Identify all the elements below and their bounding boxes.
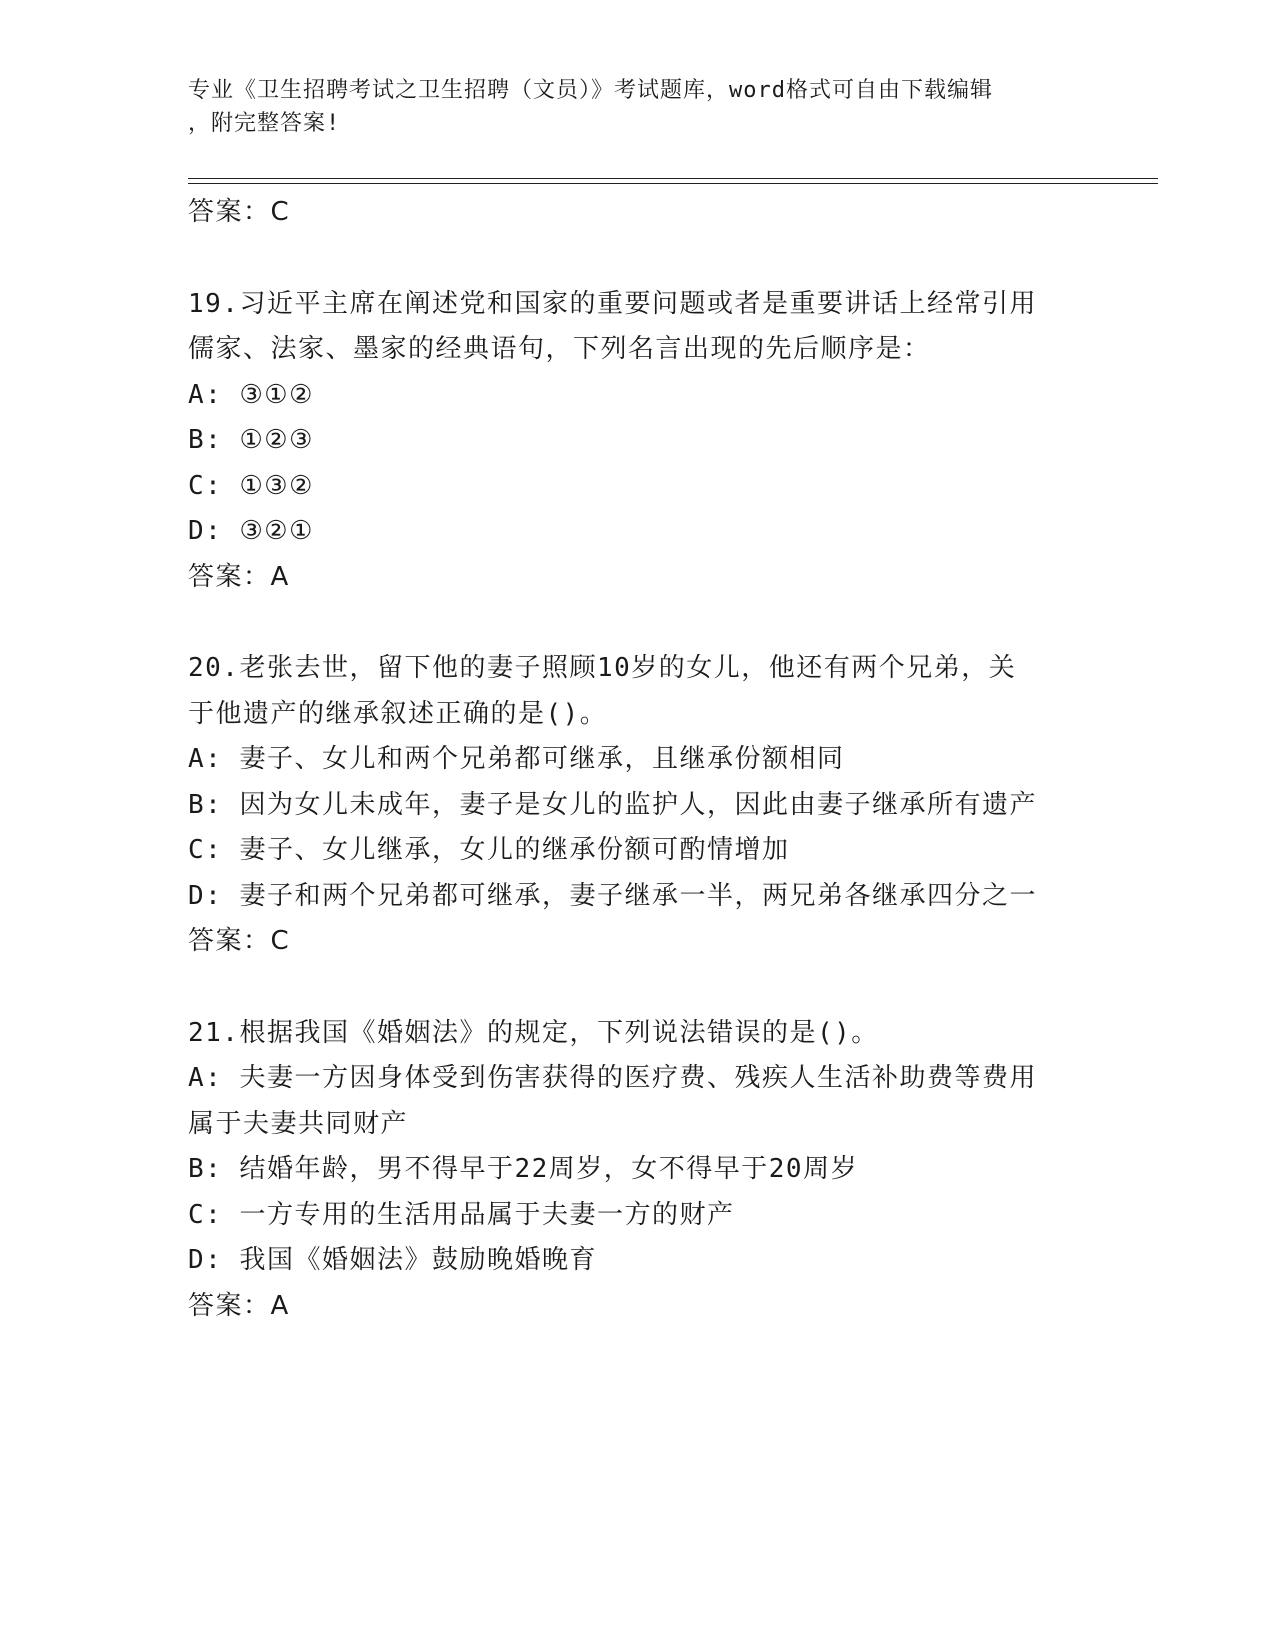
header-rule-top xyxy=(188,178,1158,179)
option-b: B: ①②③ xyxy=(188,425,314,455)
option-c: C: 妻子、女儿继承，女儿的继承份额可酌情增加 xyxy=(188,835,790,865)
header-line-1: 专业《卫生招聘考试之卫生招聘（文员）》考试题库，word格式可自由下载编辑 xyxy=(188,78,993,103)
option-b: B: 结婚年龄，男不得早于22周岁，女不得早于20周岁 xyxy=(188,1154,859,1184)
option-a: A: ③①② xyxy=(188,379,314,410)
option-d: D: 妻子和两个兄弟都可继承，妻子继承一半，两兄弟各继承四分之一 xyxy=(188,880,1037,911)
option-d: D: 我国《婚姻法》鼓励晚婚晚育 xyxy=(188,1245,597,1275)
previous-answer: 答案：C xyxy=(188,197,291,227)
document-header xyxy=(188,74,1088,140)
question-stem: 20.老张去世，留下他的妻子照顾10岁的女儿，他还有两个兄弟，关 xyxy=(188,653,1017,683)
header-rule-bottom xyxy=(188,183,1158,184)
answer: 答案：A xyxy=(188,1290,290,1321)
option-a: A: 夫妻一方因身体受到伤害获得的医疗费、残疾人生活补助费等费用 xyxy=(188,1063,1037,1093)
answer: 答案：C xyxy=(188,926,291,956)
question-stem-cont: 儒家、法家、墨家的经典语句，下列名言出现的先后顺序是： xyxy=(188,334,931,364)
option-d: D: ③②① xyxy=(188,516,314,546)
option-a: A: 妻子、女儿和两个兄弟都可继承，且继承份额相同 xyxy=(188,744,845,774)
question-stem-cont: 于他遗产的继承叙述正确的是()。 xyxy=(188,698,608,729)
question-stem: 19.习近平主席在阐述党和国家的重要问题或者是重要讲话上经常引用 xyxy=(188,288,1037,319)
question-20 xyxy=(188,646,1088,965)
option-c: C: 一方专用的生活用品属于夫妻一方的财产 xyxy=(188,1199,735,1230)
answer: 答案：A xyxy=(188,561,290,592)
question-21 xyxy=(188,1011,1088,1330)
question-19 xyxy=(188,282,1088,601)
option-c: C: ①③② xyxy=(188,470,314,501)
option-a-cont: 属于夫妻共同财产 xyxy=(188,1108,409,1139)
header-line-2: ，附完整答案! xyxy=(188,111,341,136)
question-stem: 21.根据我国《婚姻法》的规定，下列说法错误的是()。 xyxy=(188,1017,879,1048)
document-body xyxy=(188,190,1088,1329)
option-b: B: 因为女儿未成年，妻子是女儿的监护人，因此由妻子继承所有遗产 xyxy=(188,789,1037,820)
